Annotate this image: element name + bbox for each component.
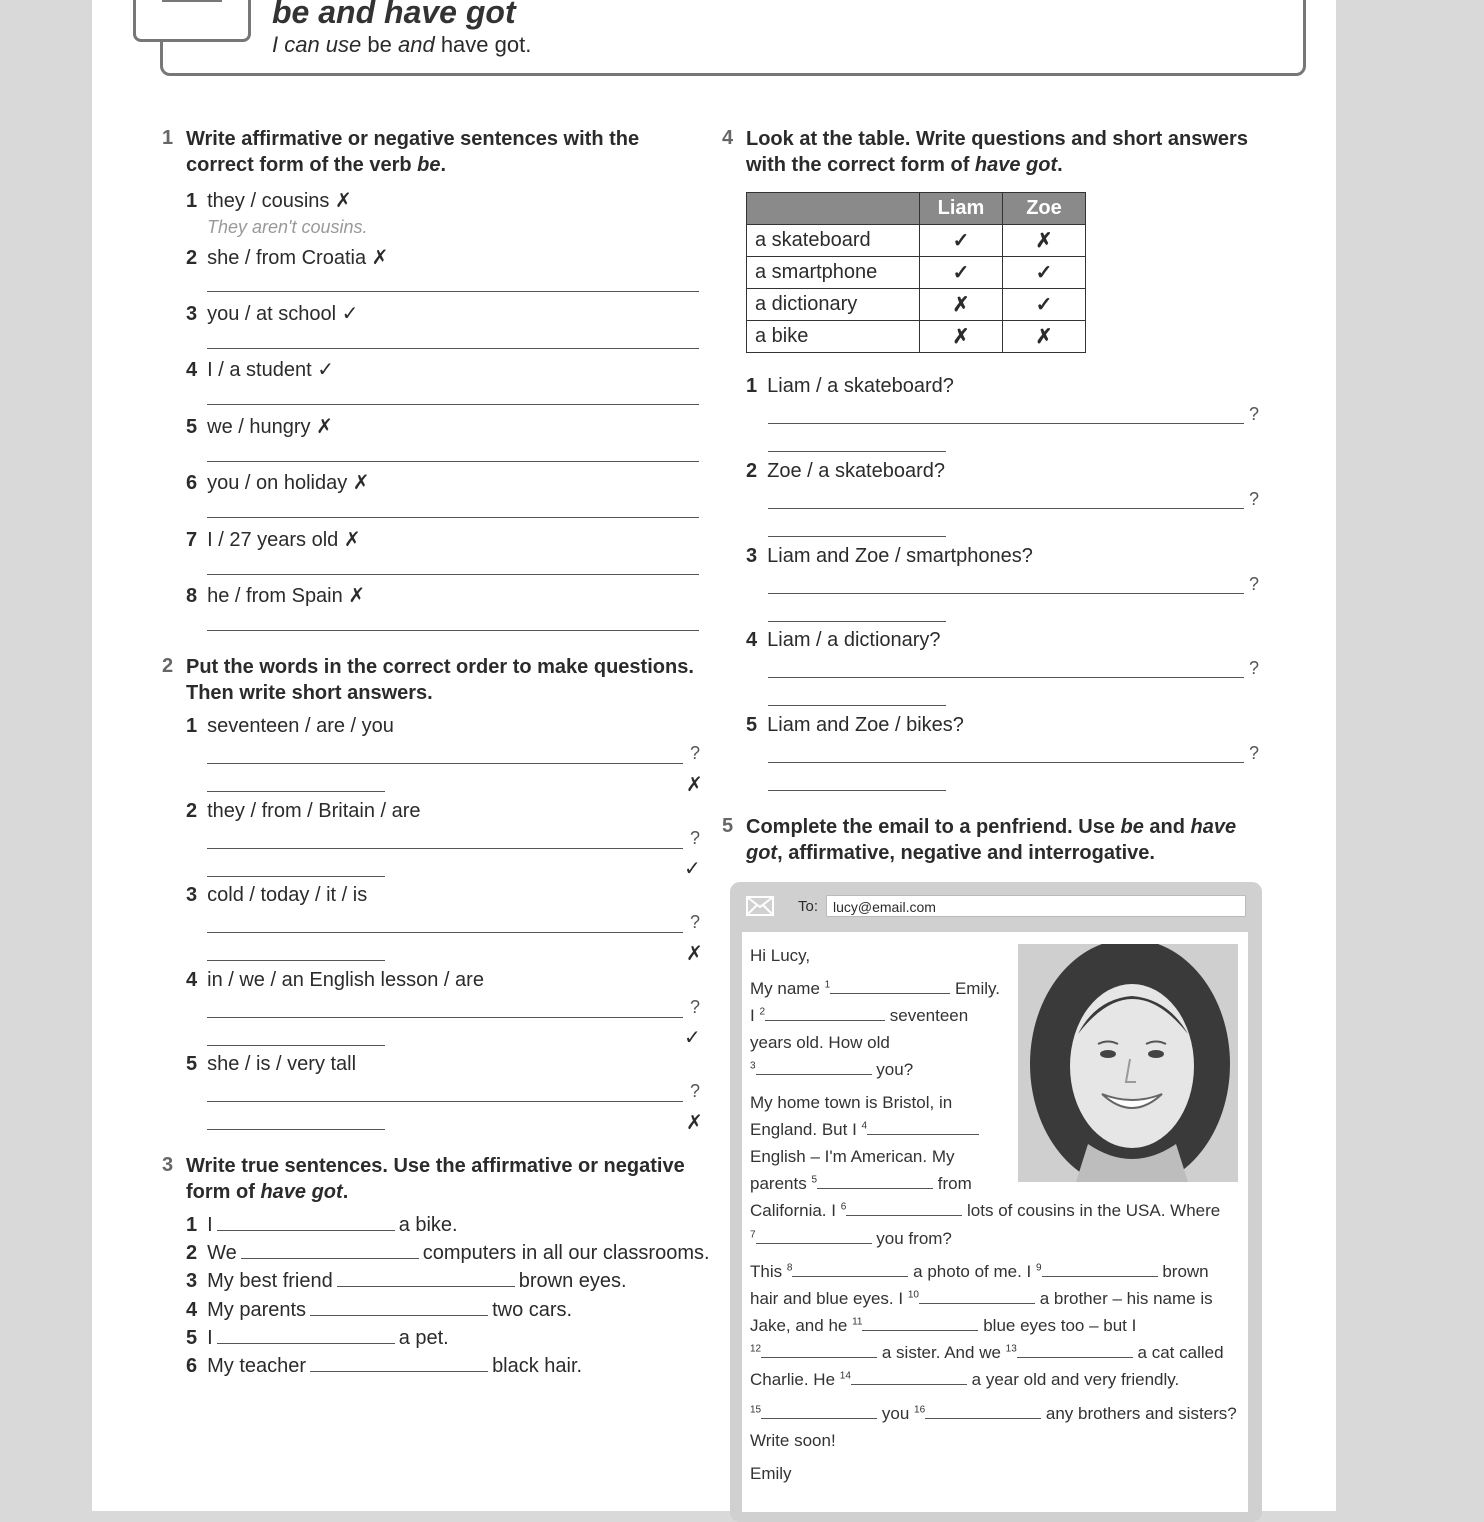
ex1-item-3: 3 you / at school ✓: [186, 303, 359, 325]
ex4-answer-line-3[interactable]: [768, 621, 946, 622]
question-mark: ?: [1249, 404, 1260, 424]
ex4-item-5: 5 Liam and Zoe / bikes?: [746, 714, 964, 736]
question-mark: ?: [690, 1081, 701, 1101]
ex4-item-2: 2 Zoe / a skateboard?: [746, 460, 946, 482]
table-cell-item: a dictionary: [747, 289, 920, 321]
ex4-answer-line-1[interactable]: [768, 451, 946, 452]
email-line: years old. How old: [750, 1033, 890, 1052]
ex2-answer-line-3[interactable]: [207, 960, 385, 961]
table-cell-mark: ✗: [1003, 225, 1086, 257]
ex4-item-4: 4 Liam / a dictionary?: [746, 629, 941, 651]
email-greeting: Hi Lucy,: [750, 946, 811, 965]
email-line: $^{12}$ a sister. And we $^{13}$ a cat called: [750, 1343, 1224, 1362]
email-to-label: To:: [798, 898, 819, 915]
table-cell-item: a skateboard: [747, 225, 920, 257]
ex1-item-8: 8 he / from Spain ✗: [186, 585, 366, 607]
question-mark: ?: [690, 743, 701, 763]
ex2-question-line-1[interactable]: [207, 763, 683, 764]
question-mark: ?: [690, 828, 701, 848]
email-line: $^{15}$ you $^{16}$ any brothers and sisters?: [750, 1404, 1237, 1423]
table-cell-mark: ✓: [920, 257, 1003, 289]
ex4-item-3: 3 Liam and Zoe / smartphones?: [746, 545, 1033, 567]
email-to-field[interactable]: lucy@email.com: [826, 895, 1246, 917]
table-row: [747, 257, 1086, 289]
question-mark: ?: [690, 997, 701, 1017]
ex3-item-2: 2 We computers in all our classrooms.: [186, 1242, 710, 1264]
ex1-answer-line-5[interactable]: [207, 461, 699, 462]
ex2-item-1: 1 seventeen / are / you: [186, 715, 394, 737]
ex1-answer-line-6[interactable]: [207, 517, 699, 518]
table-row: [747, 321, 1086, 353]
ex1-item-1: 1 they / cousins ✗: [186, 190, 352, 212]
ex2-mark-3: ✗: [686, 943, 703, 965]
ex3-item-4: 4 My parents two cars.: [186, 1299, 573, 1321]
ex4-answer-line-2[interactable]: [768, 536, 946, 537]
question-mark: ?: [1249, 574, 1260, 594]
ex4-number: 4: [722, 127, 734, 149]
email-signoff: Write soon!: [750, 1431, 836, 1450]
ex1-answer-line-2[interactable]: [207, 291, 699, 292]
email-line: California. I $^6$ lots of cousins in the USA. Where: [750, 1201, 1221, 1220]
table-header-row: [747, 193, 1086, 225]
email-line: parents $^5$ from: [750, 1174, 972, 1193]
ex4-item-1: 1 Liam / a skateboard?: [746, 375, 954, 397]
table-cell-item: a bike: [747, 321, 920, 353]
ex1-item-2: 2 she / from Croatia ✗: [186, 247, 389, 269]
ex2-item-5: 5 she / is / very tall: [186, 1053, 357, 1075]
table-cell-mark: ✗: [920, 321, 1003, 353]
email-line: hair and blue eyes. I $^{10}$ a brother – his name is: [750, 1289, 1213, 1308]
unit-tab-mark: [162, 0, 222, 2]
table-row: [747, 289, 1086, 321]
ex1-item-6: 6 you / on holiday ✗: [186, 472, 370, 494]
ex3-instruction: Write true sentences. Use the affirmative or negative form of have got.: [186, 1155, 685, 1203]
ex5-number: 5: [722, 815, 734, 837]
ex2-mark-2: ✓: [684, 858, 701, 880]
ex4-question-line-5[interactable]: [768, 762, 1244, 763]
ex2-item-2: 2 they / from / Britain / are: [186, 800, 421, 822]
ex3-item-6: 6 My teacher black hair.: [186, 1355, 583, 1377]
emily-photo: [1018, 944, 1238, 1182]
email-line: My name $^1$ Emily.: [750, 979, 1000, 998]
email-line: English – I'm American. My: [750, 1147, 955, 1166]
ex2-answer-line-4[interactable]: [207, 1045, 385, 1046]
page-subtitle: I can use be and have got.: [272, 32, 532, 57]
unit-tab: [133, 0, 251, 42]
email-line: I $^2$ seventeen: [750, 1006, 969, 1025]
ex2-question-line-3[interactable]: [207, 932, 683, 933]
email-line: $^3$ you?: [750, 1060, 914, 1079]
ex3-item-3: 3 My best friend brown eyes.: [186, 1270, 627, 1292]
ex1-answer-line-7[interactable]: [207, 574, 699, 575]
question-mark: ?: [1249, 489, 1260, 509]
table-cell-mark: ✓: [1003, 289, 1086, 321]
ex1-answer-line-4[interactable]: [207, 404, 699, 405]
table-cell-mark: ✗: [920, 289, 1003, 321]
ex2-answer-line-5[interactable]: [207, 1129, 385, 1130]
ex2-instruction: Put the words in the correct order to make questions. Then write short answers.: [186, 656, 694, 704]
table-corner-cell: [747, 193, 920, 225]
ex3-item-5: 5 I a pet.: [186, 1327, 449, 1349]
ex2-question-line-4[interactable]: [207, 1017, 683, 1018]
table-cell-mark: ✓: [920, 225, 1003, 257]
envelope-icon: [746, 896, 774, 916]
ex2-answer-line-1[interactable]: [207, 791, 385, 792]
ex2-question-line-5[interactable]: [207, 1101, 683, 1102]
question-mark: ?: [1249, 658, 1260, 678]
ex1-example-answer: They aren't cousins.: [207, 217, 368, 237]
ex2-answer-line-2[interactable]: [207, 876, 385, 877]
table-header-zoe: Zoe: [1003, 193, 1086, 225]
ex4-question-line-3[interactable]: [768, 593, 1244, 594]
ex4-answer-line-4[interactable]: [768, 705, 946, 706]
ex2-number: 2: [162, 655, 174, 677]
ex1-number: 1: [162, 127, 174, 149]
ex2-mark-4: ✓: [684, 1027, 701, 1049]
table-row: [747, 225, 1086, 257]
table-cell-mark: ✓: [1003, 257, 1086, 289]
email-line: This $^8$ a photo of me. I $^9$ brown: [750, 1262, 1209, 1281]
ex4-question-line-4[interactable]: [768, 677, 1244, 678]
page-title: be and have got: [272, 0, 516, 30]
ex3-number: 3: [162, 1154, 174, 1176]
ex1-item-4: 4 I / a student ✓: [186, 359, 334, 381]
ex4-question-line-2[interactable]: [768, 508, 1244, 509]
table-cell-item: a smartphone: [747, 257, 920, 289]
email-line: England. But I $^4$: [750, 1120, 979, 1140]
ex2-item-4: 4 in / we / an English lesson / are: [186, 969, 484, 991]
email-line: Jake, and he $^{11}$ blue eyes too – but I: [750, 1316, 1137, 1335]
ex1-answer-line-8[interactable]: [207, 630, 699, 631]
ex4-instruction: Look at the table. Write questions and short answers with the correct form of have got.: [746, 128, 1248, 176]
ex2-mark-1: ✗: [686, 774, 703, 796]
ex5-instruction: Complete the email to a penfriend. Use be and have got, affirmative, negative and interrogative.: [746, 816, 1237, 864]
email-line: $^7$ you from?: [750, 1229, 952, 1248]
ex3-item-1: 1 I a bike.: [186, 1214, 458, 1236]
ex2-question-line-2[interactable]: [207, 848, 683, 849]
ex1-answer-line-3[interactable]: [207, 348, 699, 349]
table-cell-mark: ✗: [1003, 321, 1086, 353]
ex4-answer-line-5[interactable]: [768, 790, 946, 791]
ex1-instruction: Write affirmative or negative sentences with the correct form of the verb be.: [186, 128, 640, 176]
possessions-table: [746, 192, 1086, 353]
email-signature: Emily: [750, 1464, 792, 1483]
question-mark: ?: [690, 912, 701, 932]
ex2-item-3: 3 cold / today / it / is: [186, 884, 368, 906]
table-header-liam: Liam: [920, 193, 1003, 225]
ex1-item-5: 5 we / hungry ✗: [186, 416, 333, 438]
ex4-question-line-1[interactable]: [768, 423, 1244, 424]
question-mark: ?: [1249, 743, 1260, 763]
email-line: My home town is Bristol, in: [750, 1093, 953, 1112]
ex1-item-7: 7 I / 27 years old ✗: [186, 529, 361, 551]
email-line: Charlie. He $^{14}$ a year old and very friendly.: [750, 1370, 1180, 1389]
ex2-mark-5: ✗: [686, 1112, 703, 1134]
